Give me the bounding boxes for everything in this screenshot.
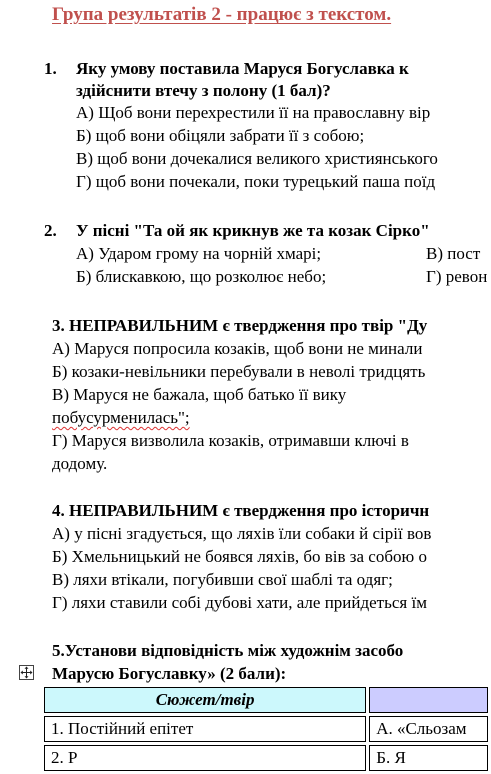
page-title: Група результатів 2 - працює з текстом. <box>52 4 392 25</box>
table-row <box>44 745 488 771</box>
q3-option-d-line2: додому. <box>52 454 108 473</box>
q4-question: 4. НЕПРАВИЛЬНИМ є твердження про історичн <box>52 501 430 520</box>
q3-option-b: Б) козаки-невільники перебували в неволі тридцять <box>52 362 426 381</box>
q3-question: 3. НЕПРАВИЛЬНИМ є твердження про твір "Ду <box>52 316 428 335</box>
table-cell-right: Б. Я <box>369 745 488 771</box>
q1-question-line2: здійснити втечу з полону (1 бал)? <box>76 81 331 100</box>
table-header-left: Сюжет/твір <box>44 687 366 713</box>
q2-option-b: Б) блискавкою, що розколює небо; <box>76 267 327 286</box>
q1-option-d: Г) щоб вони почекали, поки турецький паша поїд <box>76 172 436 191</box>
q1-option-c: В) щоб вони дочекалися великого християнського <box>76 149 438 168</box>
q2-option-c: В) пост <box>426 244 481 263</box>
q3-option-a: А) Маруся попросила козаків, щоб вони не минали <box>52 339 423 358</box>
table-cell-left: 1. Постійний епітет <box>44 716 366 742</box>
q2-question-line1: У пісні "Та ой як крикнув же та козак Сірко" <box>76 221 430 240</box>
q5-question-line2: Марусю Богуславку» (2 бали): <box>52 664 287 683</box>
q4-option-d: Г) ляхи ставили собі дубові хати, але прийдеться їм <box>52 593 427 612</box>
table-move-handle-icon[interactable] <box>19 665 34 680</box>
table-header-right <box>369 687 488 713</box>
q1-option-b: Б) щоб вони обіцяли забрати її з собою; <box>76 126 365 145</box>
q4-option-b: Б) Хмельницький не боявся ляхів, бо вів за собою о <box>52 547 427 566</box>
q3-option-c-line2 <box>52 407 190 429</box>
q1-question-line1: Яку умову поставила Маруся Богуславка к <box>76 59 409 78</box>
q3-option-c-line2-text: побусурменилась"; <box>52 408 190 427</box>
q2-option-a: А) Ударом грому на чорній хмарі; <box>76 244 322 263</box>
q4-option-a: А) у пісні згадується, що ляхів їли собаки й сірії вов <box>52 524 432 543</box>
table-cell-left: 2. Р <box>44 745 366 771</box>
q5-question-line1: 5.Установи відповідність між художнім засобо <box>52 641 404 660</box>
q2-number: 2. <box>44 221 57 240</box>
q1-option-a: А) Щоб вони перехрестили її на православну вір <box>76 103 431 122</box>
q2-option-d: Г) ревон <box>426 267 488 286</box>
q3-option-c-line1: В) Маруся не бажала, щоб батько її вику <box>52 385 347 404</box>
q3-option-d-line1: Г) Маруся визволила козаків, отримавши ключі в <box>52 431 409 450</box>
q1-number: 1. <box>44 59 57 78</box>
table-row <box>44 716 488 742</box>
matching-table <box>41 684 491 774</box>
table-cell-right: А. «Сльозам <box>369 716 488 742</box>
table-header-row <box>44 687 488 713</box>
q4-option-c: В) ляхи втікали, погубивши свої шаблі та одяг; <box>52 570 393 589</box>
